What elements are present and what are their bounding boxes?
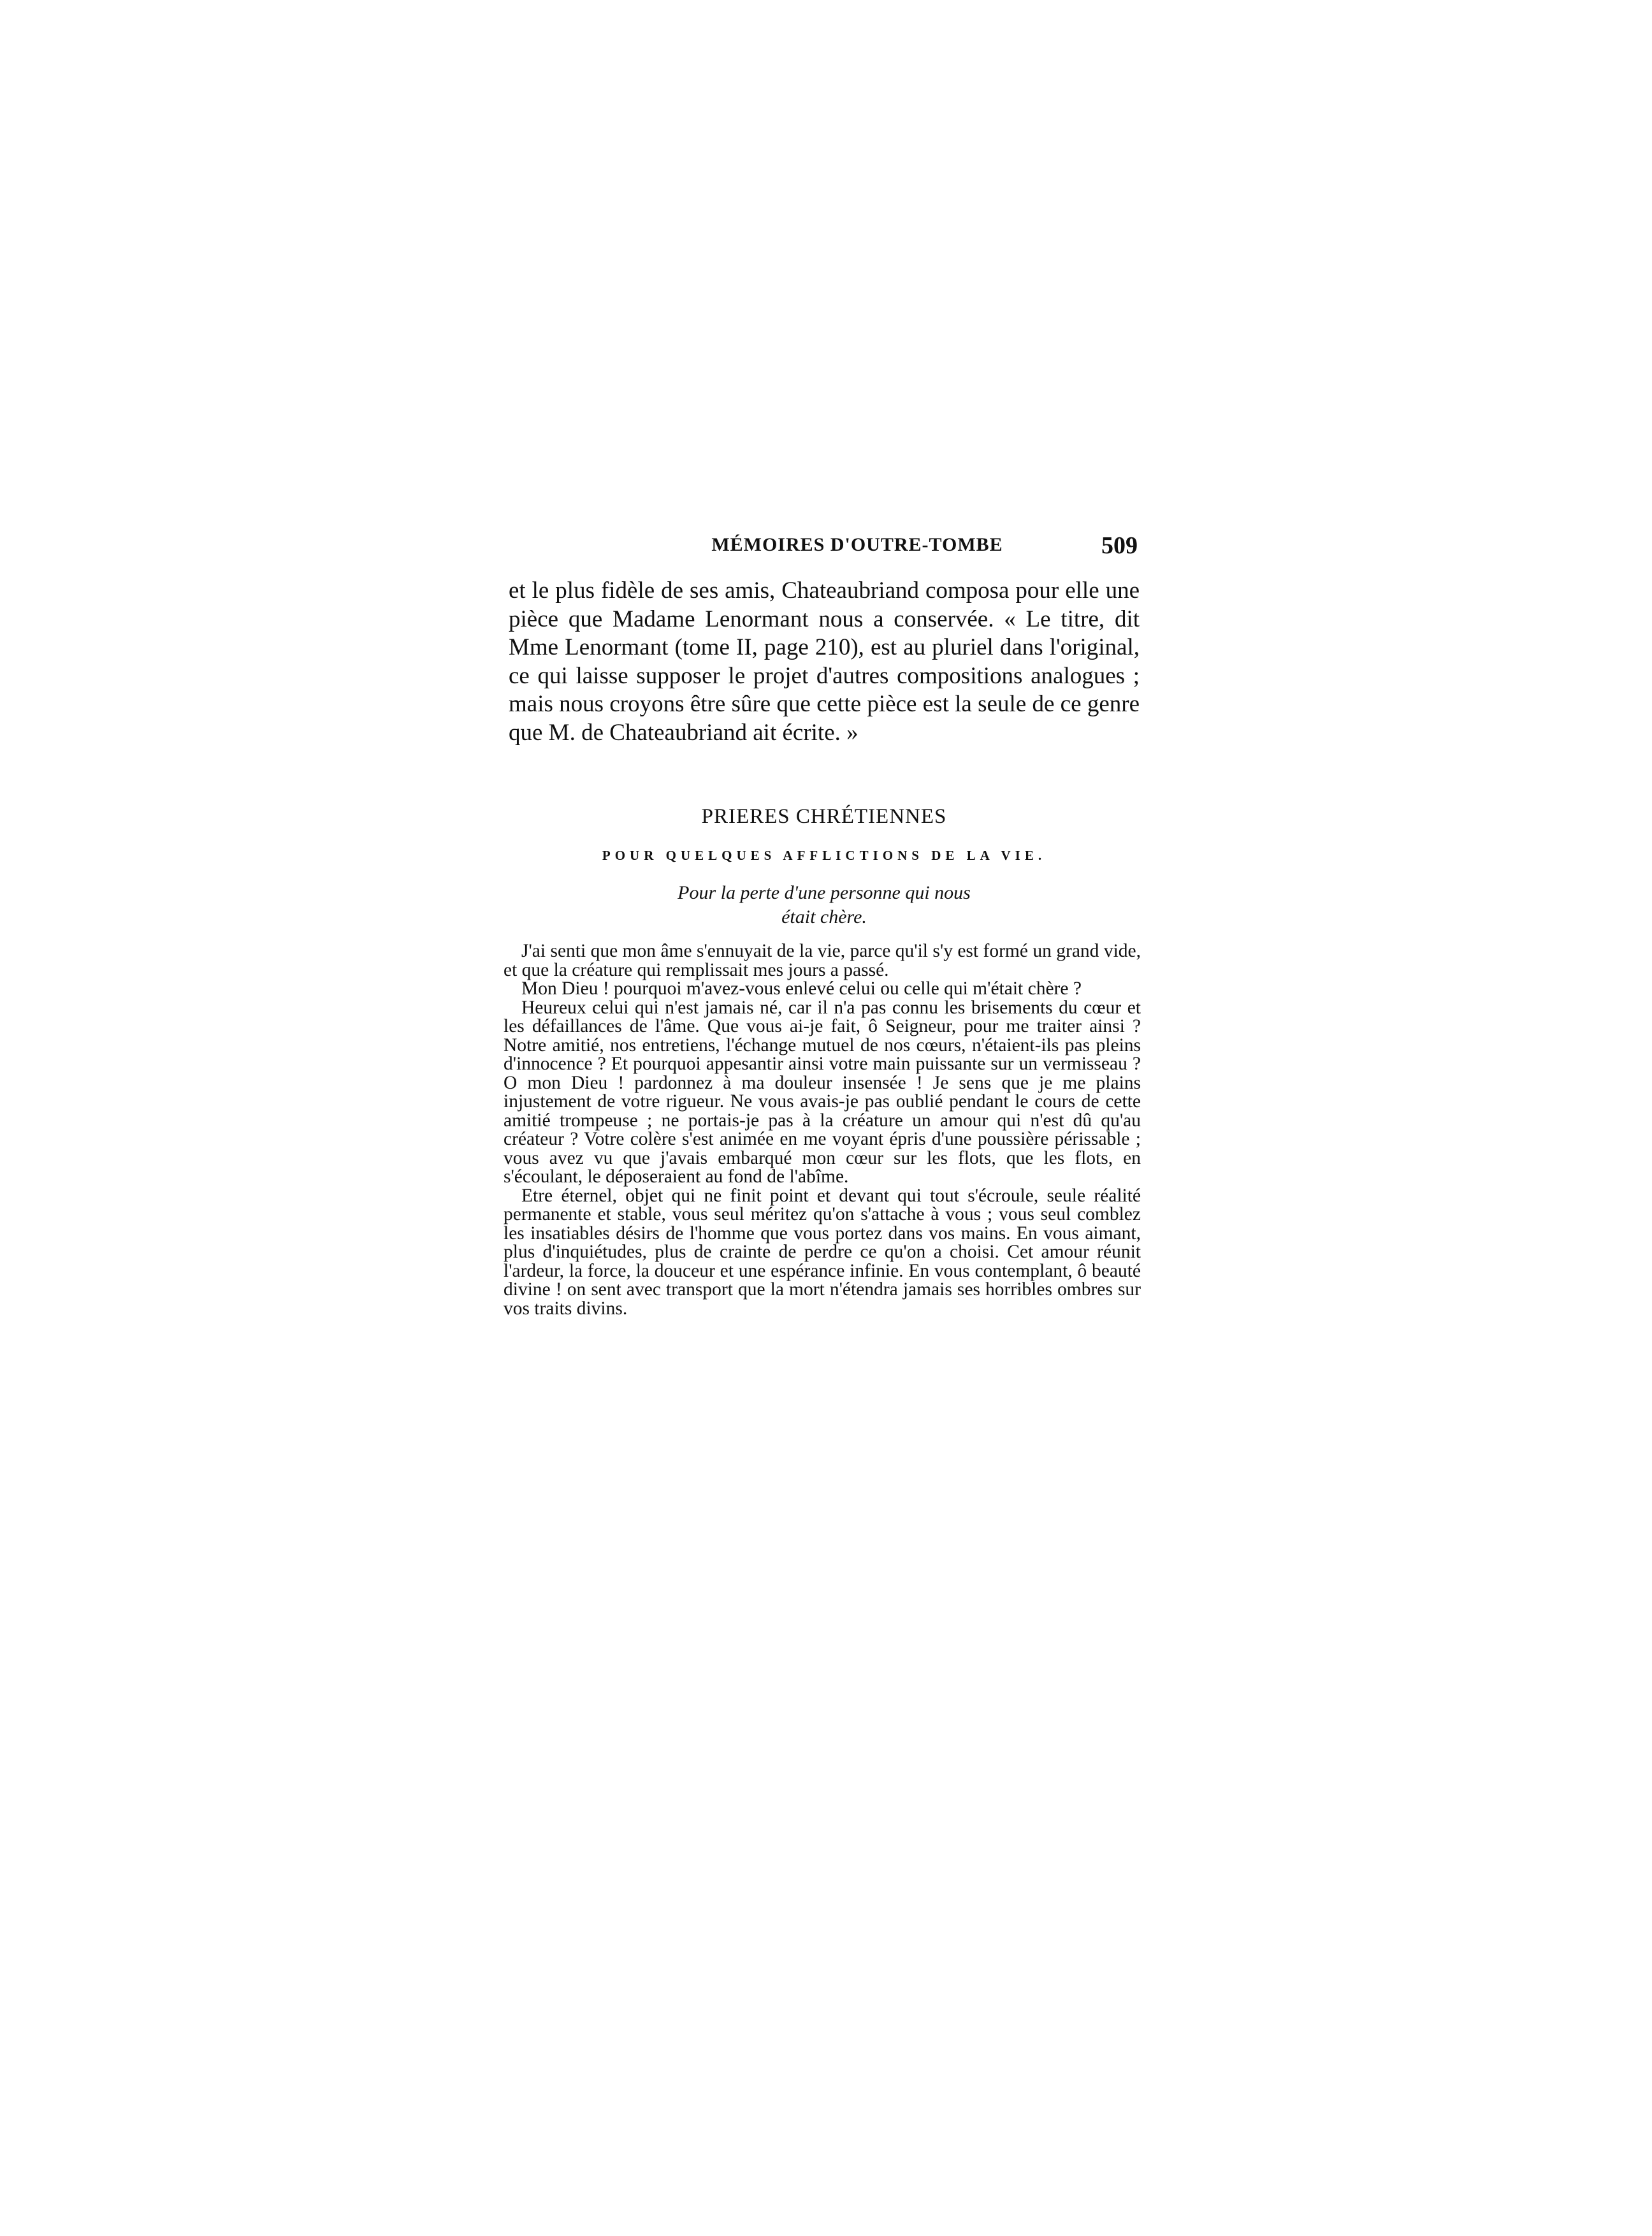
page-number: 509 [1101, 532, 1138, 559]
prayer-paragraph: Etre éternel, objet qui ne finit point et devant qui tout s'écroule, seule réalité permanente et stable, vous seul méritez qu'on s'attache à vous ; vous seul comblez les insatiables désirs de l'homme que vous portez dans vos mains. En vous aimant, plus d'inquiétudes, plus de crainte de perdre ce qu'on a choisi. Cet amour réunit l'ardeur, la force, la douceur et une espérance infinie. En vous contemplant, ô beauté divine ! on sent avec transport que la mort n'étendra jamais ses horribles ombres sur vos traits divins. [504, 1185, 1141, 1319]
intro-text [509, 577, 1140, 747]
prayer-paragraph: Mon Dieu ! pourquoi m'avez-vous enlevé celui ou celle qui m'était chère ? [521, 978, 1082, 999]
epigraph-line: était chère. [781, 906, 867, 927]
prayer-paragraph: Heureux celui qui n'est jamais né, car il n'a pas connu les brisements du cœur et les défaillances de l'âme. Que vous ai-je fait, ô Seigneur, pour me traiter ainsi ? Notre amitié, nos entretiens, l'échange mutuel de nos cœurs, n'étaient-ils pas pleins d'innocence ? Et pourquoi appesantir ainsi votre main puissante sur un vermisseau ? O mon Dieu ! pardonnez à ma douleur insensée ! Je sens que je me plains injustement de votre rigueur. Ne vous avais-je pas oublié pendant le cours de cette amitié trompeuse ; ne portais-je pas à la créature un amour qui n'est dû qu'au créateur ? Votre colère s'est animée en me voyant épris d'une poussière périssable ; vous avez vu que j'avais embarqué mon cœur sur les flots, que les flots, en s'écoulant, le déposeraient au fond de l'abîme. [504, 997, 1141, 1187]
prayer-subtitle: POUR QUELQUES AFFLICTIONS DE LA VIE. [602, 848, 1047, 863]
page-header [672, 534, 1138, 572]
prayer-paragraph: J'ai senti que mon âme s'ennuyait de la vie, parce qu'il s'y est formé un grand vide, et que la créature qui remplissait mes jours a passé. [504, 941, 1141, 980]
epigraph-line: Pour la perte d'une personne qui nous [677, 882, 971, 903]
prayer-title: PRIERES CHRÉTIENNES [701, 805, 947, 828]
intro-paragraph: et le plus fidèle de ses amis, Chateaubriand composa pour elle une pièce que Madame Lenormant nous a conservée. « Le titre, dit Mme Lenormant (tome II, page 210), est au pluriel dans l'original, ce qui laisse supposer le projet d'autres compositions analogues ; mais nous croyons être sûre que cette pièce est la seule de ce genre que M. de Chateaubriand ait écrite. » [509, 577, 1140, 746]
running-title: MÉMOIRES D'OUTRE-TOMBE [711, 534, 1003, 555]
prayer-body [504, 942, 1141, 1318]
epigraph [509, 881, 1140, 929]
